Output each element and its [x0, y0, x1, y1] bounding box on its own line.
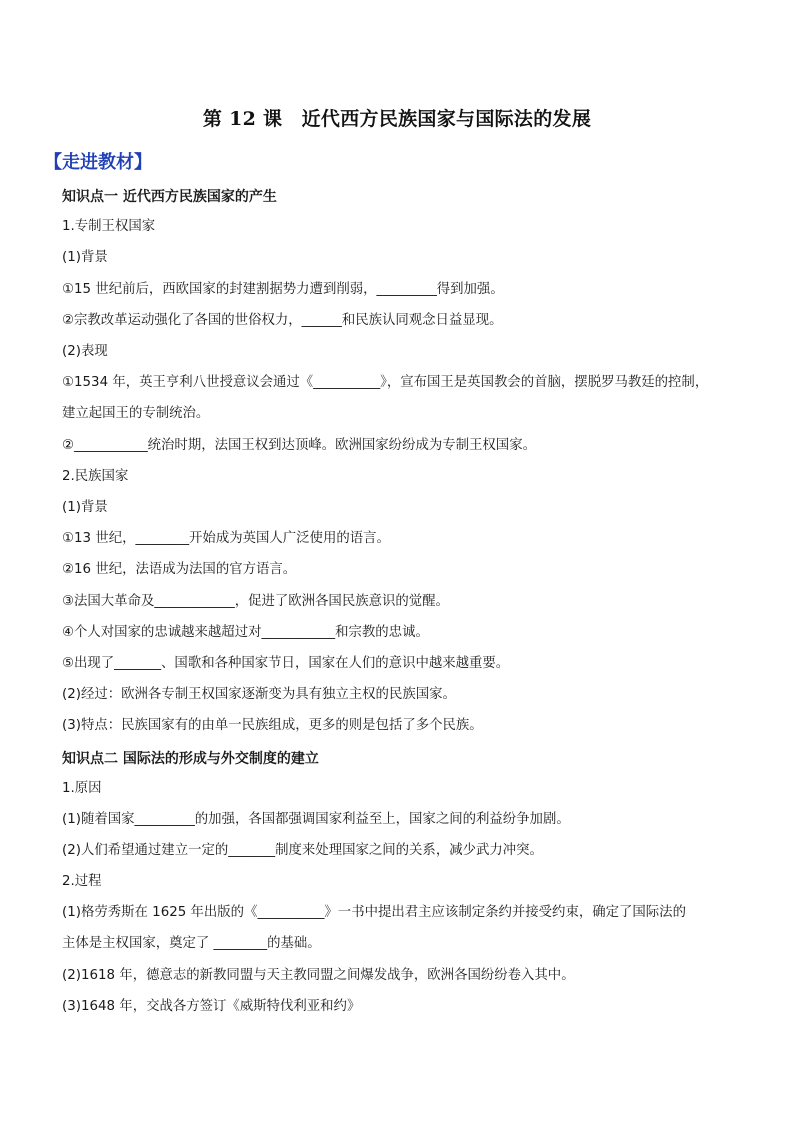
- text-line: (1)随着国家_________的加强，各国都强调国家利益至上，国家之间的利益纷争加剧。: [62, 812, 570, 827]
- text-line: ②宗教改革运动强化了各国的世俗权力，______和民族认同观念日益显现。: [62, 313, 503, 328]
- text-line: 2.过程: [62, 874, 102, 889]
- text-line: ④个人对国家的忠诚越来越超过对___________和宗教的忠诚。: [62, 625, 429, 640]
- text-line: (2)表现: [62, 344, 108, 359]
- page-title: 第 12 课 近代西方民族国家与国际法的发展: [202, 108, 592, 130]
- text-line: (2)人们希望通过建立一定的_______制度来处理国家之间的关系，减少武力冲突。: [62, 843, 543, 858]
- text-line: ⑤出现了_______、国歌和各种国家节日，国家在人们的意识中越来越重要。: [62, 656, 510, 671]
- text-line: (1)背景: [62, 250, 108, 265]
- section-header: 【走进教材】: [44, 152, 152, 173]
- text-line: ①15 世纪前后，西欧国家的封建割据势力遭到削弱，_________得到加强。: [62, 282, 504, 297]
- text-line: ②___________统治时期，法国王权到达顶峰。欧洲国家纷纷成为专制王权国家。: [62, 438, 536, 453]
- text-line: (2)1618 年，德意志的新教同盟与天主教同盟之间爆发战争，欧洲各国纷纷卷入其中。: [62, 968, 575, 983]
- text-line: 1.原因: [62, 781, 102, 796]
- text-line: ①13 世纪，________开始成为英国人广泛使用的语言。: [62, 531, 390, 546]
- text-line: ③法国大革命及____________，促进了欧洲各国民族意识的觉醒。: [62, 594, 449, 609]
- knowledge-point-heading: 知识点二 国际法的形成与外交制度的建立: [62, 751, 319, 767]
- text-line: (3)特点：民族国家有的由单一民族组成，更多的则是包括了多个民族。: [62, 718, 483, 733]
- text-line: (2)经过：欧洲各专制王权国家逐渐变为具有独立主权的民族国家。: [62, 687, 456, 702]
- text-line: (1)背景: [62, 500, 108, 515]
- text-line: 1.专制王权国家: [62, 219, 156, 234]
- text-line: 主体是主权国家，奠定了 ________的基础。: [62, 936, 321, 951]
- knowledge-point-heading: 知识点一 近代西方民族国家的产生: [62, 189, 277, 205]
- text-line: ②16 世纪，法语成为法国的官方语言。: [62, 562, 297, 577]
- text-line: 2.民族国家: [62, 469, 129, 484]
- text-line: ①1534 年，英王亨利八世授意议会通过《__________》，宣布国王是英国教会的首脑，摆脱罗马教廷的控制，: [62, 375, 709, 390]
- text-line: (3)1648 年，交战各方签订《威斯特伐利亚和约》: [62, 999, 361, 1014]
- text-line: (1)格劳秀斯在 1625 年出版的《__________》一书中提出君主应该制定条约并接受约束，确定了国际法的: [62, 905, 686, 920]
- text-line: 建立起国王的专制统治。: [62, 406, 210, 421]
